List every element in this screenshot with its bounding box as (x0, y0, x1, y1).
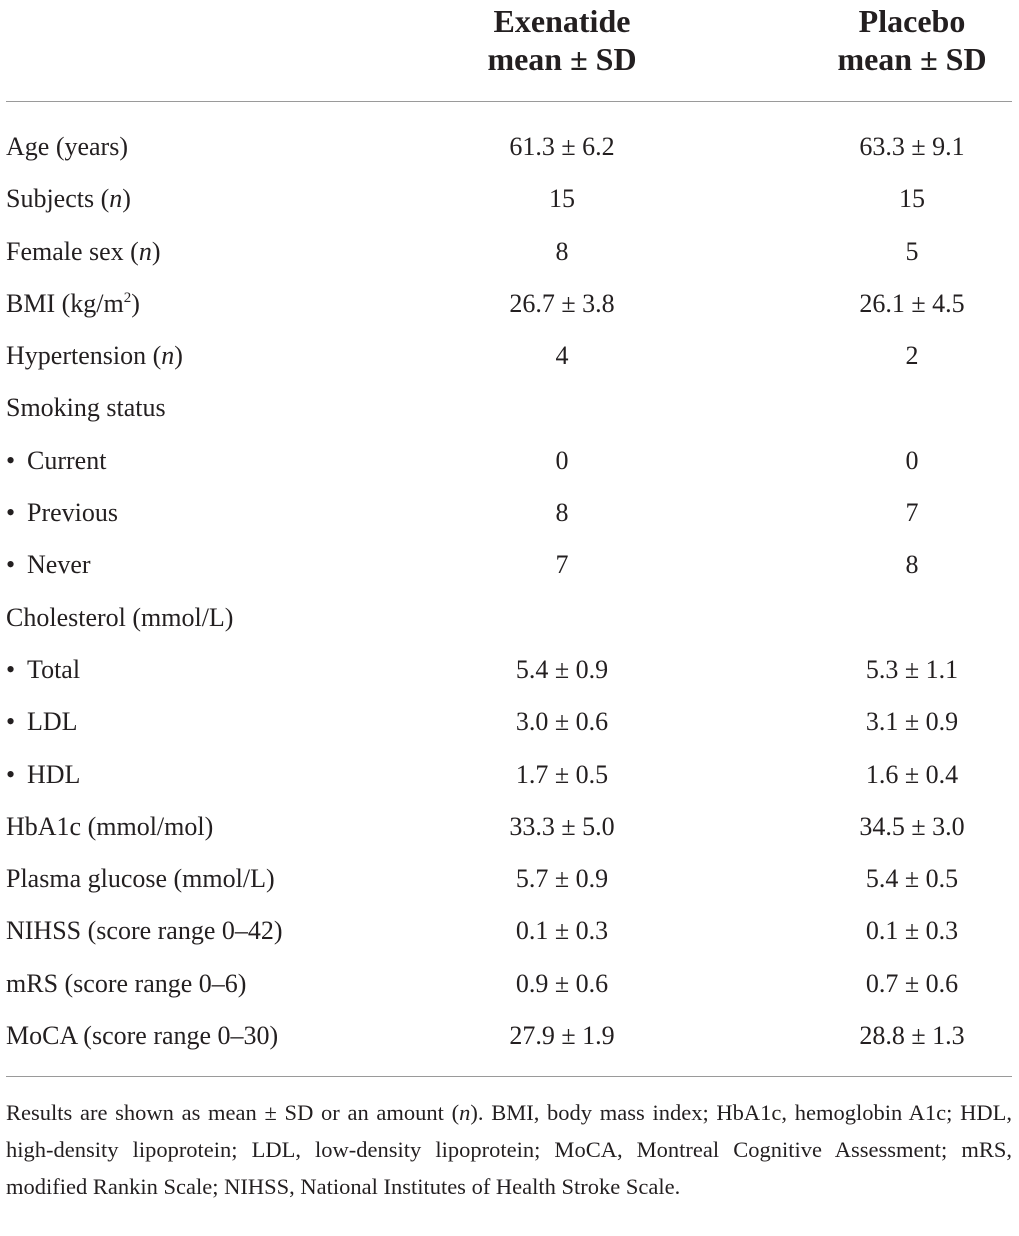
row-label-superscript: 2 (123, 289, 132, 306)
row-label (6, 749, 80, 801)
row-label-text: mRS (score range 0–6) (6, 968, 247, 998)
row-label-suffix: ) (174, 341, 183, 371)
exenatide-value: 5.7 ± 0.9 (515, 864, 609, 894)
placebo-value: 5.3 ± 1.1 (865, 654, 959, 684)
table-row (0, 539, 1019, 591)
table-row (0, 696, 1019, 748)
footnote-text-2: ). BMI, body mass index; HbA1c, hemoglobin A1c; HDL, high-density lipoprotein; LDL, low-density lipoprotein; MoCA, Montreal Cognitive Assessment; mRS, modified Rankin Scale; NIHSS, National Institutes of Health Stroke Scale. (6, 1100, 1012, 1199)
row-label (6, 696, 78, 748)
table-row (0, 1010, 1019, 1062)
exenatide-value: 26.7 ± 3.8 (509, 288, 615, 318)
table-row (0, 749, 1019, 801)
row-label (6, 644, 80, 696)
row-label-text: Previous (27, 498, 118, 528)
footnote-text-1: Results are shown as mean ± SD or an amount ( (6, 1100, 460, 1125)
table-body (0, 121, 1019, 1062)
row-label (6, 853, 275, 905)
table-row (0, 853, 1019, 905)
placebo-value: 34.5 ± 3.0 (859, 811, 965, 841)
exenatide-value: 3.0 ± 0.6 (515, 707, 609, 737)
placebo-value: 2 (905, 341, 919, 371)
row-label-text: Plasma glucose (mmol/L) (6, 864, 275, 894)
placebo-value: 5.4 ± 0.5 (865, 864, 959, 894)
row-label (6, 539, 91, 591)
column-header-exenatide-subtitle: mean ± SD (487, 41, 637, 77)
exenatide-value: 0.1 ± 0.3 (515, 916, 609, 946)
row-label (6, 121, 128, 173)
placebo-value: 0.1 ± 0.3 (865, 916, 959, 946)
table-footnote (6, 1094, 1012, 1205)
placebo-value: 1.6 ± 0.4 (865, 759, 959, 789)
row-label-text: Total (27, 654, 81, 684)
placebo-value: 26.1 ± 4.5 (859, 288, 965, 318)
row-label-text: Subjects ( (6, 184, 110, 214)
row-label-text: Age (years) (6, 132, 128, 161)
row-label-text: HbA1c (mmol/mol) (6, 811, 214, 841)
row-label-text: HDL (27, 759, 81, 789)
placebo-value: 63.3 ± 9.1 (859, 132, 965, 161)
exenatide-value: 33.3 ± 5.0 (509, 811, 615, 841)
exenatide-value: 8 (555, 498, 569, 528)
row-label (6, 487, 118, 539)
exenatide-value: 8 (555, 236, 569, 266)
column-header-exenatide-title: Exenatide (493, 3, 631, 39)
row-label-text: Current (27, 445, 107, 475)
row-label (6, 173, 131, 225)
table-row (0, 226, 1019, 278)
column-header-placebo (782, 2, 1019, 78)
exenatide-value: 5.4 ± 0.9 (515, 654, 609, 684)
exenatide-value: 7 (555, 550, 569, 580)
placebo-value: 15 (899, 184, 925, 214)
placebo-value: 8 (905, 550, 919, 580)
placebo-value: 28.8 ± 1.3 (859, 1021, 965, 1051)
placebo-value: 3.1 ± 0.9 (865, 707, 959, 737)
row-label-text: Smoking status (6, 393, 166, 423)
exenatide-value: 15 (549, 184, 575, 214)
row-label (6, 330, 183, 382)
row-label (6, 592, 233, 644)
table-row (0, 905, 1019, 957)
table-row (0, 173, 1019, 225)
bullet-icon: • (6, 445, 16, 475)
row-label-text: NIHSS (score range 0–42) (6, 916, 283, 946)
table-row (0, 435, 1019, 487)
column-header-exenatide (432, 2, 692, 78)
row-label-text: Hypertension ( (6, 341, 162, 371)
table-header (0, 0, 1019, 101)
table-row (0, 958, 1019, 1010)
placebo-value: 7 (905, 498, 919, 528)
table-row (0, 382, 1019, 434)
table-row (0, 330, 1019, 382)
bullet-icon: • (6, 550, 16, 580)
exenatide-value: 0 (555, 445, 569, 475)
table-row (0, 592, 1019, 644)
row-label-italic: n (109, 184, 123, 214)
table-row (0, 644, 1019, 696)
row-label-suffix: ) (151, 236, 161, 266)
column-header-placebo-subtitle: mean ± SD (837, 41, 987, 77)
row-label (6, 905, 283, 957)
footnote-italic-n: n (459, 1100, 471, 1125)
row-label (6, 435, 106, 487)
row-label-text: Never (27, 550, 91, 580)
row-label-text: MoCA (score range 0–30) (6, 1021, 279, 1051)
bullet-icon: • (6, 654, 16, 684)
row-label (6, 226, 161, 278)
placebo-value: 0 (905, 445, 919, 475)
row-label (6, 382, 166, 434)
table-row (0, 801, 1019, 853)
row-label (6, 278, 140, 330)
exenatide-value: 4 (555, 341, 569, 371)
row-label-suffix: ) (131, 288, 140, 318)
bullet-icon: • (6, 759, 16, 789)
bullet-icon: • (6, 498, 16, 528)
row-label-text: Female sex ( (6, 236, 139, 266)
bullet-icon: • (6, 707, 16, 737)
row-label-suffix: ) (122, 184, 131, 214)
row-label (6, 801, 213, 853)
exenatide-value: 61.3 ± 6.2 (509, 132, 615, 161)
placebo-value: 0.7 ± 0.6 (865, 968, 959, 998)
column-header-placebo-title: Placebo (858, 3, 966, 39)
exenatide-value: 0.9 ± 0.6 (515, 968, 609, 998)
row-label-text: LDL (27, 707, 78, 737)
exenatide-value: 1.7 ± 0.5 (515, 759, 609, 789)
exenatide-value: 27.9 ± 1.9 (509, 1021, 615, 1051)
header-divider (6, 101, 1012, 102)
row-label-italic: n (138, 236, 152, 266)
row-label-text: BMI (kg/m (6, 288, 124, 318)
table-row (0, 278, 1019, 330)
row-label-text: Cholesterol (mmol/L) (6, 602, 234, 632)
placebo-value: 5 (905, 236, 919, 266)
row-label (6, 1010, 278, 1062)
table-row (0, 487, 1019, 539)
table-row (0, 121, 1019, 173)
row-label (6, 958, 246, 1010)
row-label-italic: n (161, 341, 175, 371)
footer-divider (6, 1076, 1012, 1077)
